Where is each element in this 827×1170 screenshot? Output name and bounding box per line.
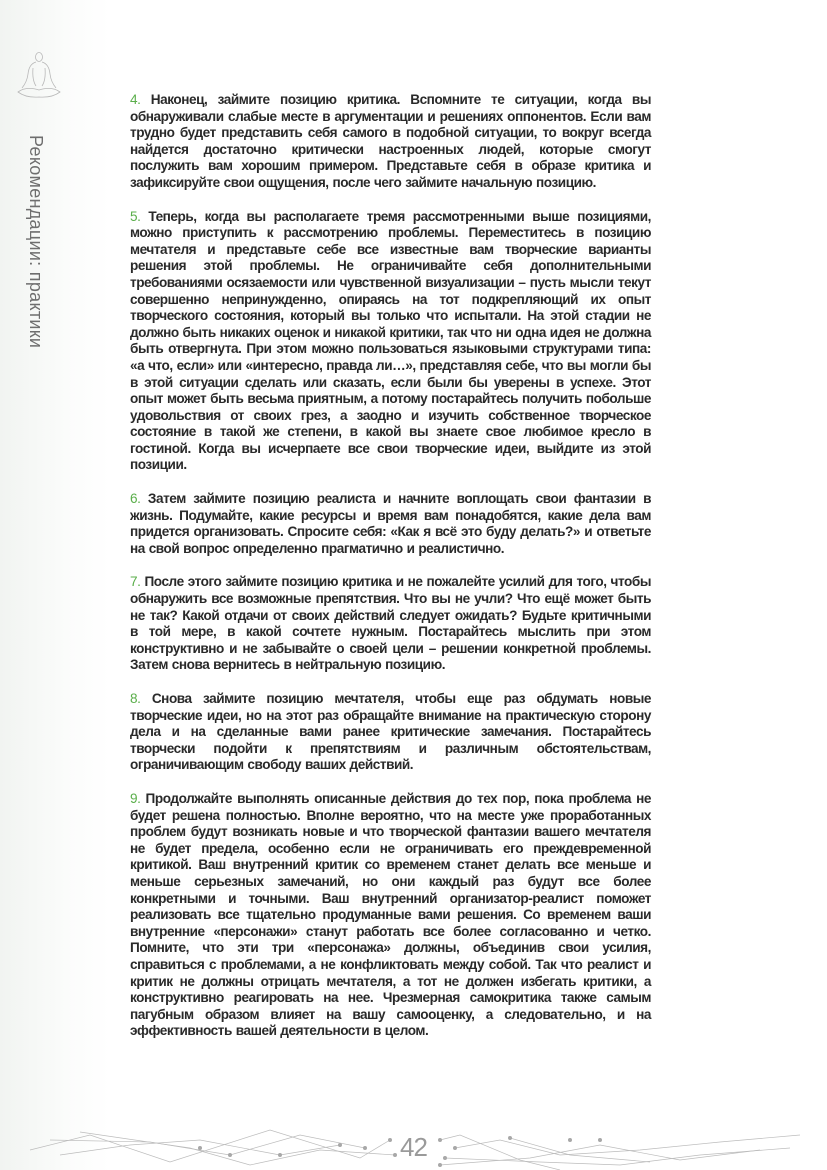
step-number: 9. [130,790,141,806]
paragraph-text: Снова займите позицию мечтателя, чтобы еще раз обдумать новые творческие идеи, но на этот раз обращайте внимание на практическую сторону дела и на сделанные вами ранее критические замечания. Постарайтесь творчески подойти к препятствиям и различным обстоятельствам, ограничивающим свободу ваших действий. [130,691,651,773]
paragraph-step-9 [130,791,651,1040]
paragraph-step-8 [130,691,651,774]
meditation-logo-icon [14,50,64,105]
step-number: 7. [130,574,141,590]
paragraph-text: Наконец, займите позицию критика. Вспомните те ситуации, когда вы обнаруживали слабые месте в аргументации и решениях оппонентов. Если вам трудно будет представить себя самого в подобной ситуации, то вокруг всегда найдется достаточно критически настроенных людей, которые смогут послужить вам хорошим примером. Представьте себя в образе критика и зафиксируйте свои ощущения, после чего займите начальную позицию. [130,92,651,190]
paragraph-step-4 [130,92,651,192]
paragraph-text: Затем займите позицию реалиста и начните воплощать свои фантазии в жизнь. Подумайте, какие ресурсы и время вам понадобятся, какие дела вам придется организовать. Спросите себя: «Как я всё это буду делать?» и ответьте на свой вопрос определенно прагматично и реалистично. [130,491,651,556]
step-number: 6. [130,491,141,507]
paragraph-text: После этого займите позицию критика и не пожалейте усилий для того, чтобы обнаружить все возможные препятствия. Что вы не учли? Что ещё может быть не так? Какой отдачи от своих действий следует ожидать? Будьте критичными в той мере, в какой сочтете нужным. Постарайтесь мыслить при этом конструктивно и не забывайте о своей цели – решении конкретной проблемы. Затем снова вернитесь в нейтральную позицию. [130,574,651,673]
paragraph-text: Теперь, когда вы располагаете тремя рассмотренными выше позициями, можно приступить к рассмотрению проблемы. Переместитесь в позицию мечтателя и представьте себе все известные вам творческие варианты решения этой проблемы. Не ограничивайте себя дополнительными требованиями осязаемости или чувственной визуализации – пусть мысли текут совершенно непринужденно, опираясь на тот подкрепляющий их опыт творческого состояния, который вы только что испытали. На этой стадии не должно быть никаких оценок и никакой критики, так что ни одна идея не должна быть отвергнута. При этом можно пользоваться языковыми структурами типа: «а что, если» или «интересно, правда ли…», представляя себе, что вы могли бы в этой ситуации сделать или сказать, если были бы уверены в успехе. Этот опыт может быть весьма приятным, а потому постарайтесь получить побольше удовольствия от своих грез, а заодно и изучить собственное творческое состояние в такой же степени, в какой вы знаете свое любимое кресло в гостиной. Когда вы исчерпаете все свои творческие идеи, выйдите из этой позиции. [130,208,651,473]
step-number: 8. [130,691,141,706]
paragraph-step-6 [130,491,651,557]
paragraph-text: Продолжайте выполнять описанные действия до тех пор, пока проблема не будет решена полностью. Вполне вероятно, что на месте уже проработанных проблем будут возникать новые и что творческой фантазии вашего мечтателя не будет предела, особенно если не ограничивать его преждевременной критикой. Ваш внутренний критик со временем станет делать все меньше и меньше серьезных замечаний, но они каждый раз будут все более конкретными и точными. Ваш внутренний организатор-реалист поможет реализовать все тщательно продуманные вами решения. Со временем ваши внутренние «персонажи» станут работать все более согласованно и четко. Помните, что эти три «персонажа» должны, объединив свои усилия, справиться с проблемами, а не конфликтовать между собой. Так что реалист и критик не должны отрицать мечтателя, а тот не должен избегать критики, а конструктивно реагировать на нее. Чрезмерная самокритика также самым пагубным образом влияет на вашу самооценку, а следовательно, и на эффективность вашей деятельности в целом. [130,790,651,1039]
paragraph-step-7 [130,574,651,674]
step-number: 5. [130,208,141,224]
document-body [130,92,651,1057]
section-title-vertical: Рекомендации: практики [26,135,46,349]
step-number: 4. [130,92,141,107]
paragraph-step-5 [130,209,651,475]
left-band [0,0,110,1170]
page-number: 42 [400,1132,427,1162]
